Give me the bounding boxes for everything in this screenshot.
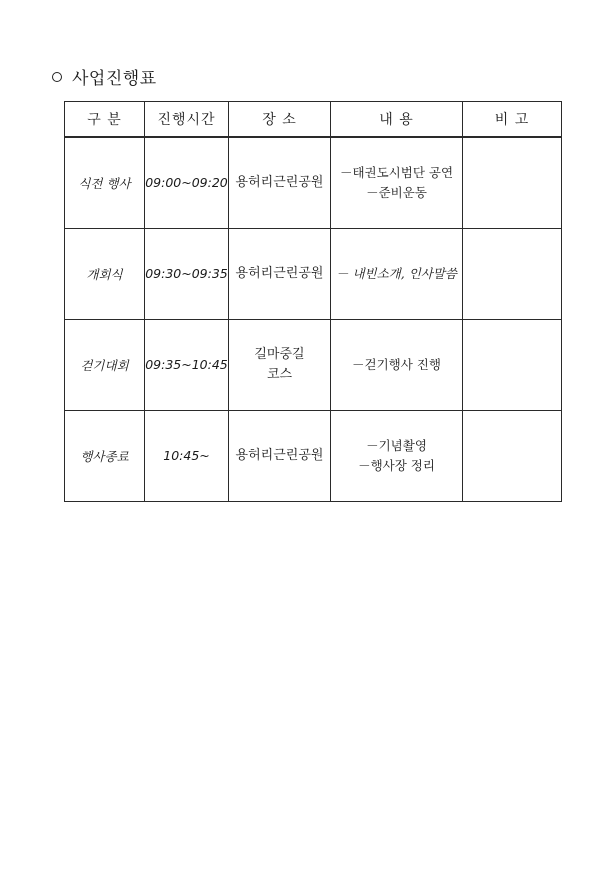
row-place (229, 137, 331, 228)
header-content: 내 용 (331, 102, 463, 138)
schedule-table (64, 101, 562, 502)
table-row (65, 319, 562, 410)
row-place (229, 319, 331, 410)
content-line: －걷기행사 진행 (352, 356, 441, 372)
row-note (463, 319, 562, 410)
section-heading (52, 64, 157, 89)
row-category: 걷기대회 (65, 319, 145, 410)
row-category: 개회식 (65, 228, 145, 319)
row-category: 행사종료 (65, 410, 145, 501)
table-row (65, 410, 562, 501)
row-time: 10:45~ (145, 410, 229, 501)
place-line: 용허리근린공원 (235, 265, 324, 281)
row-time: 09:30~09:35 (145, 228, 229, 319)
row-content (331, 410, 463, 501)
circle-bullet-icon (52, 72, 62, 82)
header-note: 비 고 (463, 102, 562, 138)
content-line: －행사장 정리 (358, 457, 435, 473)
content-line: －준비운동 (366, 184, 427, 200)
header-category: 구 분 (65, 102, 145, 138)
row-note (463, 137, 562, 228)
table-header-row (65, 102, 562, 138)
section-title: 사업진행표 (72, 69, 157, 89)
row-content (331, 319, 463, 410)
place-line: 용허리근린공원 (235, 174, 324, 190)
content-line: － 내빈소개, 인사말씀 (335, 265, 458, 281)
place-line: 길마중길 (254, 346, 305, 362)
row-content (331, 137, 463, 228)
place-line: 용허리근린공원 (235, 447, 324, 463)
row-place (229, 410, 331, 501)
table-row (65, 137, 562, 228)
row-category: 식전 행사 (65, 137, 145, 228)
row-place (229, 228, 331, 319)
content-line: －태권도시범단 공연 (339, 164, 454, 180)
content-line: －기념촬영 (366, 437, 427, 453)
header-place: 장 소 (229, 102, 331, 138)
row-note (463, 228, 562, 319)
header-time: 진행시간 (145, 102, 229, 138)
row-content (331, 228, 463, 319)
place-line: 코스 (266, 366, 293, 382)
row-note (463, 410, 562, 501)
table-row (65, 228, 562, 319)
row-time: 09:35~10:45 (145, 319, 229, 410)
row-time: 09:00~09:20 (145, 137, 229, 228)
